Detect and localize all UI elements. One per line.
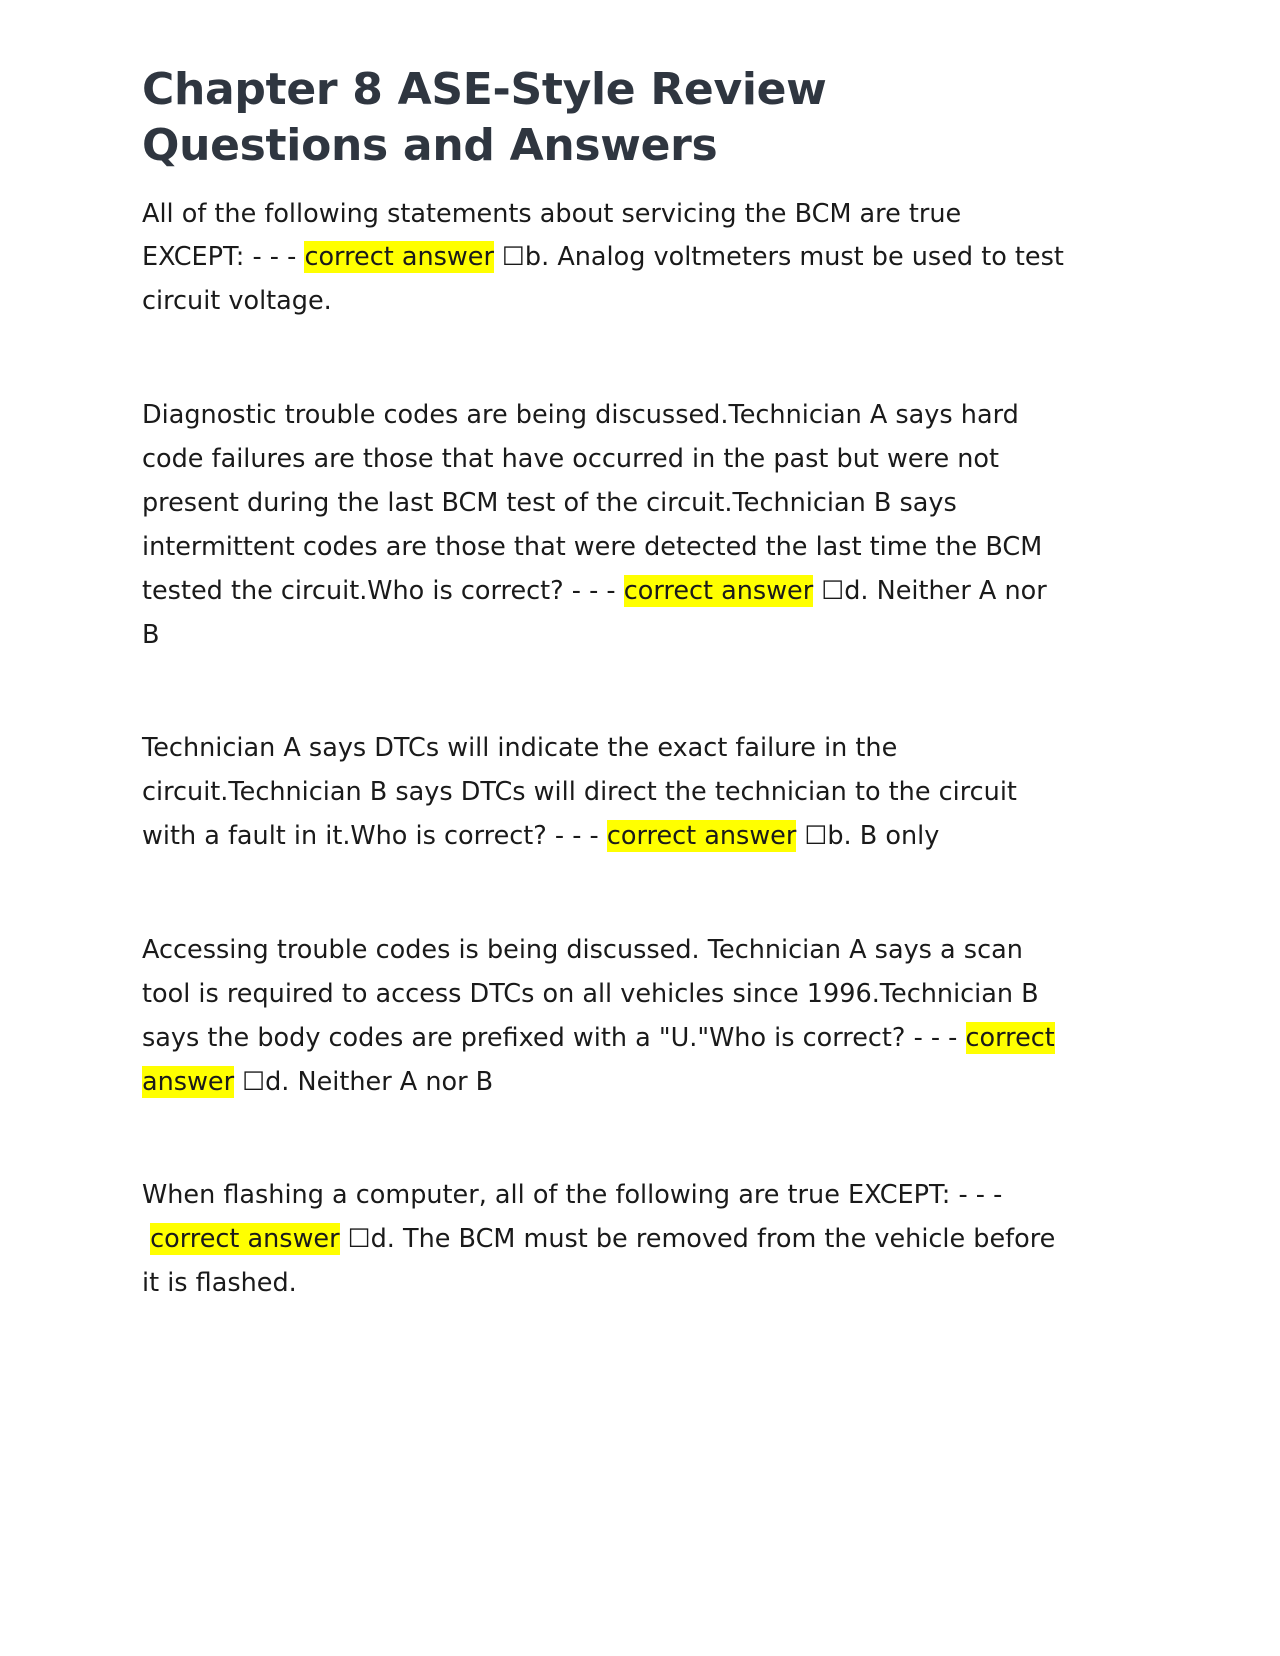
qa-block — [142, 727, 1072, 859]
answer-separator: - - - — [554, 821, 599, 852]
answer-text: b. Analog voltmeters must be used to test circuit voltage. — [142, 242, 1064, 317]
answer-separator: - - - — [571, 575, 616, 606]
correct-answer-marker: correct answer — [606, 821, 797, 852]
correct-answer-marker: correct answer — [142, 1022, 1055, 1097]
qa-block — [142, 394, 1072, 657]
checkbox-icon: ☐ — [347, 1224, 371, 1255]
checkbox-icon: ☐ — [821, 575, 845, 606]
qa-block — [142, 193, 1072, 325]
answer-separator: - - - — [252, 242, 297, 273]
checkbox-icon: ☐ — [804, 821, 828, 852]
correct-answer-marker: correct answer — [150, 1224, 340, 1255]
answer-text: b. B only — [827, 821, 940, 852]
question-text: When flashing a computer, all of the following are true EXCEPT: — [142, 1180, 951, 1211]
checkbox-icon: ☐ — [502, 242, 525, 273]
checkbox-icon: ☐ — [242, 1066, 266, 1097]
correct-answer-marker: correct answer — [304, 242, 494, 273]
answer-text: d. Neither A nor B — [142, 575, 1047, 650]
qa-block — [142, 929, 1072, 1104]
question-text: Diagnostic trouble codes are being discussed.Technician A says hard code failures are those that have occurred in the past but were not present during the last BCM test of the circuit.Technician B says intermittent codes are those that were detected the last time the BCM tested the circuit.Who is correct? — [142, 400, 1043, 606]
answer-separator: - - - — [958, 1180, 1003, 1211]
correct-answer-marker: correct answer — [623, 575, 814, 606]
question-text: All of the following statements about servicing the BCM are true EXCEPT: — [142, 198, 962, 273]
qa-block — [142, 1174, 1072, 1306]
answer-separator: - - - — [913, 1022, 958, 1053]
page-title: Chapter 8 ASE-Style Review Questions and Answers — [142, 64, 827, 172]
question-text: Accessing trouble codes is being discussed. Technician A says a scan tool is required to access DTCs on all vehicles since 1996.Technician B says the body codes are prefixed with a "U."Who is correct? — [142, 934, 1039, 1053]
answer-text: d. Neither A nor B — [265, 1066, 494, 1097]
answer-text: d. The BCM must be removed from the vehicle before it is flashed. — [142, 1224, 1056, 1299]
question-text: Technician A says DTCs will indicate the exact failure in the circuit.Technician B says DTCs will direct the technician to the circuit with a fault in it.Who is correct? — [142, 733, 1017, 852]
